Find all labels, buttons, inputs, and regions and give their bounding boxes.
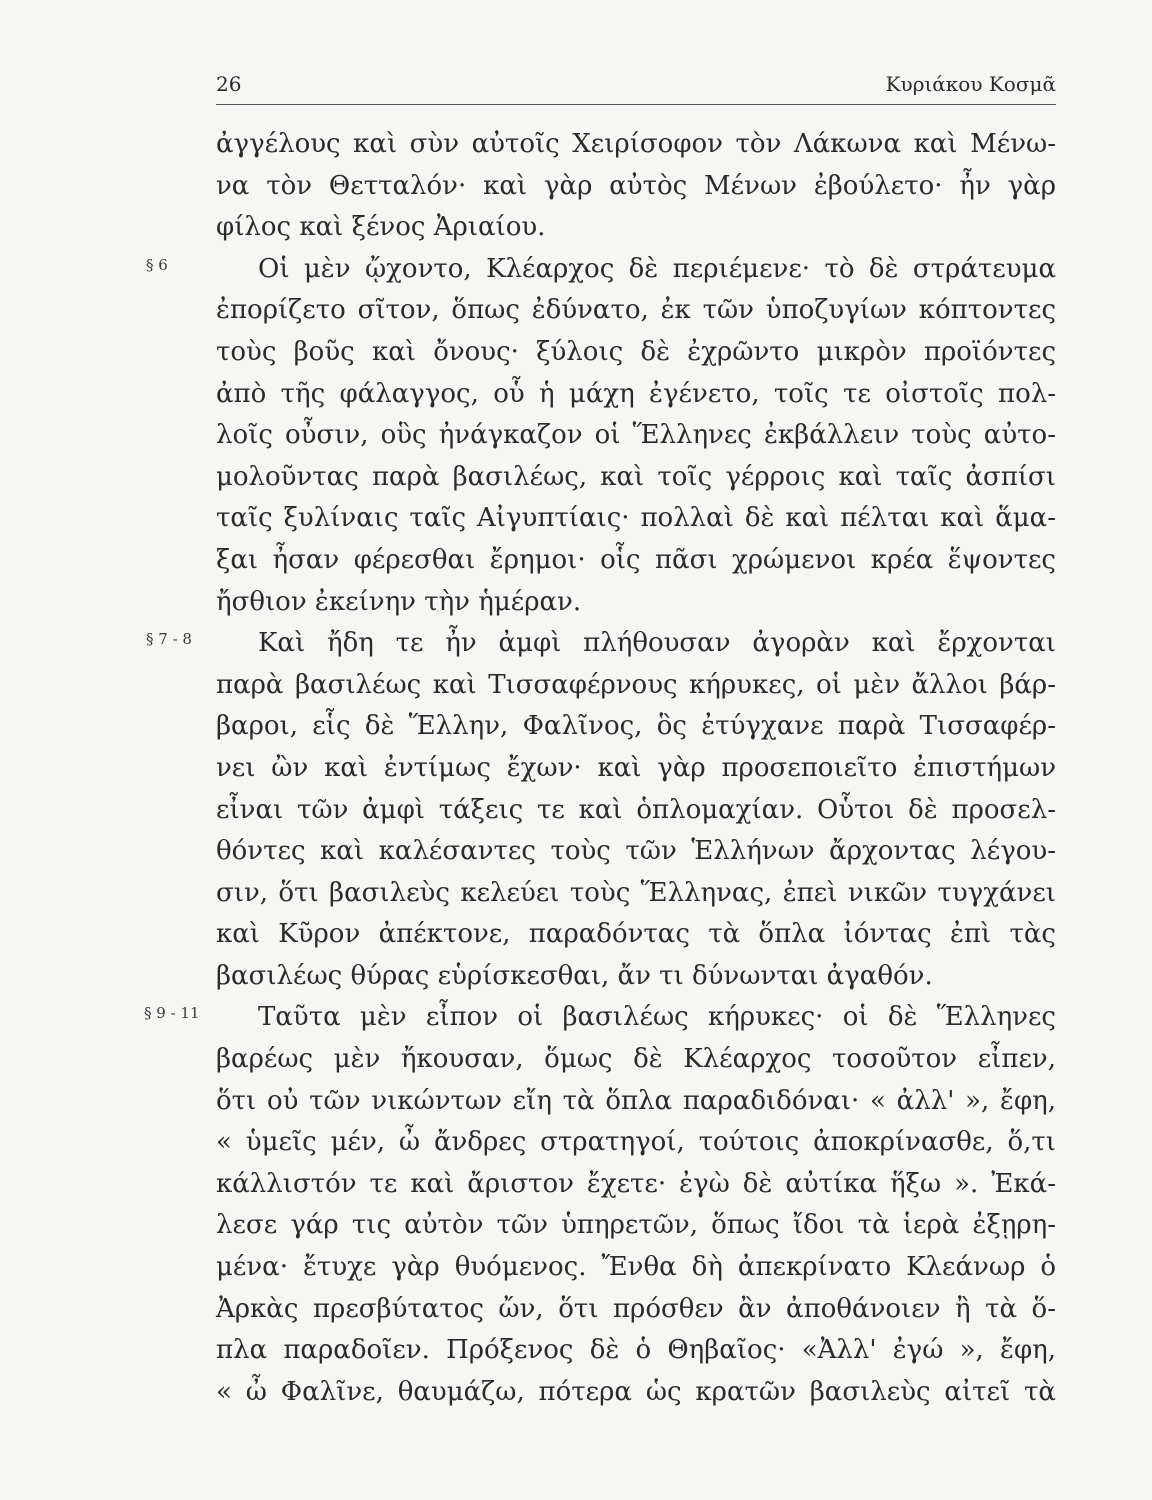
text-line: Ταῦτα μὲν εἶπον οἱ βασιλέως κήρυκες· οἱ δὲ Ἕλληνες: [258, 1002, 1056, 1033]
text-line: « ὑμεῖς μέν, ὦ ἄνδρες στρατηγοί, τούτοις ἀποκρίνασθε, ὅ,τι: [216, 1127, 1056, 1158]
text-line: θόντες καὶ καλέσαντες τοὺς τῶν Ἑλλήνων ἄρχοντας λέγου-: [216, 836, 1056, 867]
text-line: πλα παραδοῖεν. Πρόξενος δὲ ὁ Θηβαῖος· «Ἀλλ' ἐγώ », ἔφη,: [216, 1335, 1056, 1366]
text-line: Καὶ ἤδη τε ἦν ἀμφὶ πλήθουσαν ἀγορὰν καὶ ἔρχονται: [258, 628, 1056, 659]
text-line: μένα· ἔτυχε γὰρ θυόμενος. Ἔνθα δὴ ἀπεκρίνατο Κλεάνωρ ὁ: [216, 1252, 1056, 1283]
paragraph-start: [146, 623, 1056, 665]
text-line: « ὦ Φαλῖνε, θαυμάζω, πότερα ὡς κρατῶν βασιλεὺς αἰτεῖ τὰ: [216, 1376, 1056, 1407]
text-line: φίλος καὶ ξένος Ἀριαίου.: [216, 212, 546, 243]
section-marker: § 7 - 8: [146, 630, 192, 649]
text-line: καὶ Κῦρον ἀπέκτονε, παραδόντας τὰ ὅπλα ἰόντας ἐπὶ τὰς: [216, 919, 1056, 950]
text-line: βαροι, εἷς δὲ Ἕλλην, Φαλῖνος, ὃς ἐτύγχανε παρὰ Τισσαφέρ-: [216, 711, 1056, 742]
text-line: εἶναι τῶν ἀμφὶ τάξεις τε καὶ ὁπλομαχίαν. Οὗτοι δὲ προσελ-: [216, 794, 1056, 825]
text-line: Οἱ μὲν ᾤχοντο, Κλέαρχος δὲ περιέμενε· τὸ δὲ στράτευμα: [258, 253, 1056, 284]
text-line: λοῖς οὖσιν, οὓς ἠνάγκαζον οἱ Ἕλληνες ἐκβάλλειν τοὺς αὐτο-: [216, 420, 1056, 451]
running-head: [216, 68, 1056, 105]
text-line: τοὺς βοῦς καὶ ὄνους· ξύλοις δὲ ἐχρῶντο μικρὸν προϊόντες: [216, 336, 1056, 367]
text-line: λεσε γάρ τις αὐτὸν τῶν ὑπηρετῶν, ὅπως ἴδοι τὰ ἱερὰ ἐξῃρη-: [216, 1210, 1056, 1241]
text-line: ὅτι οὐ τῶν νικώντων εἴη τὰ ὅπλα παραδιδόναι· « ἀλλ' », ἔφη,: [216, 1085, 1056, 1116]
section-marker: § 9 - 11: [144, 1004, 200, 1023]
page-number: 26: [216, 72, 242, 96]
text-line: ἤσθιον ἐκείνην τὴν ἡμέραν.: [216, 586, 582, 617]
text-line: νει ὢν καὶ ἐντίμως ἔχων· καὶ γὰρ προσεποιεῖτο ἐπιστήμων: [216, 752, 1056, 783]
text-line: Ἀρκὰς πρεσβύτατος ὤν, ὅτι πρόσθεν ἂν ἀποθάνοιεν ἢ τὰ ὅ-: [216, 1293, 1056, 1324]
text-line: κάλλιστόν τε καὶ ἄριστον ἔχετε· ἐγὼ δὲ αὐτίκα ἥξω ». Ἐκά-: [216, 1168, 1056, 1199]
running-title: Κυριάκου Κοσμᾶ: [885, 72, 1056, 96]
text-line: βαρέως μὲν ἤκουσαν, ὅμως δὲ Κλέαρχος τοσοῦτον εἶπεν,: [216, 1044, 1056, 1075]
paragraph-start: [144, 997, 1056, 1039]
text-line: να τὸν Θετταλόν· καὶ γὰρ αὐτὸς Μένων ἐβούλετο· ἦν γὰρ: [216, 170, 1056, 201]
body-text: [144, 124, 1056, 1413]
text-line: ἀπὸ τῆς φάλαγγος, οὗ ἡ μάχη ἐγένετο, τοῖς τε οἰστοῖς πολ-: [216, 378, 1056, 409]
text-line: ἀγγέλους καὶ σὺν αὐτοῖς Χειρίσοφον τὸν Λάκωνα καὶ Μένω-: [216, 129, 1056, 159]
text-line: ξαι ἦσαν φέρεσθαι ἔρημοι· οἷς πᾶσι χρώμενοι κρέα ἕψοντες: [216, 544, 1056, 575]
text-line: ταῖς ξυλίναις ταῖς Αἰγυπτίαις· πολλαὶ δὲ καὶ πέλται καὶ ἅμα-: [216, 503, 1056, 534]
text-line: παρὰ βασιλέως καὶ Τισσαφέρνους κήρυκες, οἱ μὲν ἄλλοι βάρ-: [216, 669, 1056, 700]
text-line: βασιλέως θύρας εὑρίσκεσθαι, ἄν τι δύνωνται ἀγαθόν.: [216, 960, 933, 991]
section-marker: § 6: [146, 255, 168, 274]
paragraph-start: [146, 249, 1056, 291]
text-line: ἐπορίζετο σῖτον, ὅπως ἐδύνατο, ἐκ τῶν ὑποζυγίων κόπτοντες: [216, 295, 1056, 326]
text-line: σιν, ὅτι βασιλεὺς κελεύει τοὺς Ἕλληνας, ἐπεὶ νικῶν τυγχάνει: [216, 877, 1056, 908]
text-line: μολοῦντας παρὰ βασιλέως, καὶ τοῖς γέρροις καὶ ταῖς ἀσπίσι: [216, 461, 1056, 492]
